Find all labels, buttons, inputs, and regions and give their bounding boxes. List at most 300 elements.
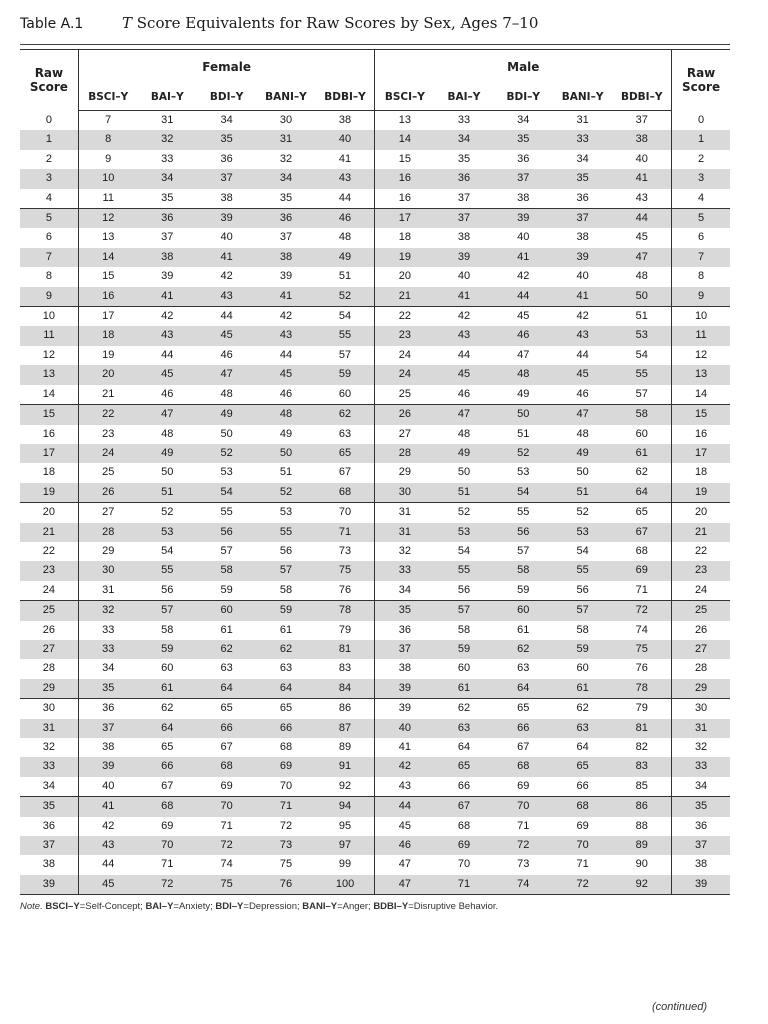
female-score-cell: 13	[102, 231, 115, 244]
female-group-header: Female	[202, 60, 251, 74]
male-score-cell: 39	[375, 699, 434, 719]
male-score-cell: 42	[457, 310, 471, 323]
male-score-cell: 46	[553, 385, 612, 405]
female-score-cell: 47	[138, 405, 197, 425]
female-score-cell: 59	[316, 365, 375, 384]
female-score-cell: 39	[78, 757, 137, 776]
female-score-cell: 35	[78, 679, 137, 699]
raw-score-cell: 39	[20, 875, 78, 895]
female-score-cell: 61	[220, 623, 233, 636]
male-score-cell: 44	[457, 348, 471, 361]
female-score-cell: 7	[105, 114, 112, 126]
note-abbreviation: BDI–Y	[215, 901, 244, 913]
female-score-cell: 23	[102, 427, 115, 440]
female-score-cell: 37	[197, 169, 256, 188]
female-score-cell: 40	[220, 231, 233, 244]
female-score-cell: 95	[338, 819, 352, 832]
male-score-cell: 31	[375, 503, 434, 523]
continued-label: (continued)	[652, 1001, 708, 1013]
female-score-cell: 26	[78, 483, 137, 503]
note-abbreviation: BAI–Y	[145, 901, 174, 913]
male-score-cell: 54	[494, 483, 553, 503]
table-row	[20, 267, 730, 286]
female-score-cell: 41	[197, 248, 256, 267]
male-score-cell: 16	[375, 169, 434, 188]
female-score-cell: 41	[78, 797, 137, 817]
male-score-cell: 36	[434, 169, 493, 188]
female-score-cell: 56	[197, 523, 256, 542]
table-row	[20, 699, 730, 719]
female-score-cell: 65	[161, 741, 174, 753]
male-score-cell: 38	[612, 130, 671, 149]
male-score-cell: 37	[434, 189, 493, 209]
female-score-cell: 66	[197, 719, 256, 738]
female-score-cell: 64	[138, 719, 197, 738]
table-row	[20, 189, 730, 209]
male-score-cell: 40	[457, 270, 471, 283]
raw-score-cell: 38	[672, 855, 730, 874]
female-score-cell: 91	[316, 757, 375, 776]
male-score-cell: 45	[375, 817, 434, 836]
raw-score-cell: 26	[20, 621, 78, 640]
male-score-cell: 53	[612, 326, 671, 345]
raw-score-cell: 8	[672, 267, 730, 286]
male-score-cell: 65	[517, 702, 530, 715]
female-score-cell: 19	[102, 348, 115, 361]
female-score-cell: 55	[256, 523, 315, 542]
raw-score-cell: 25	[20, 601, 78, 621]
raw-score-cell: 2	[672, 150, 730, 169]
table-row	[20, 817, 730, 836]
male-score-cell: 71	[517, 819, 530, 832]
female-score-cell: 44	[279, 348, 293, 361]
female-score-cell: 45	[197, 326, 256, 345]
male-score-cell: 61	[612, 444, 671, 463]
col-header-male-bani: BANI–Y	[553, 84, 612, 111]
raw-score-cell: 14	[20, 385, 78, 405]
male-score-cell: 88	[635, 819, 648, 832]
male-score-cell: 72	[494, 836, 553, 855]
female-score-cell: 68	[197, 757, 256, 776]
male-score-cell: 68	[457, 819, 471, 832]
table-row	[20, 307, 730, 327]
male-score-cell: 58	[612, 405, 671, 425]
male-score-cell: 37	[635, 114, 648, 126]
male-score-cell: 34	[576, 152, 589, 165]
raw-score-cell: 33	[672, 757, 730, 776]
female-score-cell: 89	[338, 741, 352, 753]
male-score-cell: 67	[434, 797, 493, 817]
male-score-cell: 56	[434, 581, 493, 601]
raw-score-cell: 0	[672, 111, 730, 131]
table-row	[20, 346, 730, 365]
male-score-cell: 37	[434, 209, 493, 229]
raw-score-cell: 10	[20, 307, 78, 327]
female-score-cell: 55	[316, 326, 375, 345]
col-header-male-bdbi: BDBI–Y	[612, 84, 671, 111]
male-score-cell: 71	[576, 858, 589, 871]
raw-score-cell: 38	[20, 855, 78, 874]
male-score-cell: 21	[375, 287, 434, 307]
female-score-cell: 71	[316, 523, 375, 542]
female-score-cell: 54	[197, 483, 256, 503]
male-score-cell: 47	[375, 855, 434, 874]
male-score-cell: 67	[612, 523, 671, 542]
male-score-cell: 17	[375, 209, 434, 229]
table-row	[20, 855, 730, 874]
female-score-cell: 33	[102, 623, 115, 636]
raw-score-cell: 5	[20, 209, 78, 229]
male-score-cell: 62	[635, 466, 648, 479]
female-score-cell: 51	[338, 270, 352, 283]
female-score-cell: 35	[197, 130, 256, 149]
female-score-cell: 67	[220, 741, 233, 753]
table-title	[122, 14, 538, 32]
male-score-cell: 60	[635, 427, 648, 440]
raw-score-cell: 21	[20, 523, 78, 542]
male-score-cell: 51	[434, 483, 493, 503]
raw-score-cell: 18	[20, 463, 78, 482]
raw-score-cell: 4	[20, 189, 78, 209]
male-score-cell: 47	[375, 875, 434, 895]
raw-score-cell: 9	[672, 287, 730, 307]
raw-score-cell: 27	[20, 640, 78, 659]
male-score-cell: 71	[612, 581, 671, 601]
male-score-cell: 74	[494, 875, 553, 895]
male-score-cell: 58	[576, 623, 589, 636]
female-score-cell: 69	[256, 757, 315, 776]
female-score-cell: 37	[78, 719, 137, 738]
male-score-cell: 49	[434, 444, 493, 463]
female-score-cell: 42	[161, 310, 174, 323]
female-score-cell: 43	[78, 836, 137, 855]
male-score-cell: 29	[375, 463, 434, 482]
female-score-cell: 30	[279, 114, 293, 126]
male-score-cell: 20	[375, 267, 434, 286]
male-score-cell: 53	[517, 466, 530, 479]
female-score-cell: 34	[102, 662, 115, 675]
male-score-cell: 39	[494, 209, 553, 229]
male-score-cell: 52	[494, 444, 553, 463]
female-score-cell: 31	[256, 130, 315, 149]
female-score-cell: 38	[138, 248, 197, 267]
note-definitions	[45, 901, 498, 912]
table-row	[20, 777, 730, 797]
female-score-cell: 31	[78, 581, 137, 601]
male-score-cell: 89	[612, 836, 671, 855]
male-score-cell: 68	[494, 757, 553, 776]
female-score-cell: 86	[338, 702, 352, 715]
male-score-cell: 72	[553, 875, 612, 895]
male-score-cell: 38	[494, 189, 553, 209]
table-row	[20, 248, 730, 267]
female-score-cell: 44	[102, 858, 115, 871]
male-score-cell: 28	[375, 444, 434, 463]
female-score-cell: 25	[102, 466, 115, 479]
female-score-cell: 46	[316, 209, 375, 229]
female-score-cell: 41	[138, 287, 197, 307]
female-score-cell: 73	[256, 836, 315, 855]
raw-score-header-right: Raw Score	[672, 50, 730, 111]
female-score-cell: 71	[256, 797, 315, 817]
table-row	[20, 659, 730, 678]
female-score-cell: 43	[197, 287, 256, 307]
female-score-cell: 45	[138, 365, 197, 384]
female-score-cell: 42	[220, 270, 233, 283]
male-score-cell: 68	[553, 797, 612, 817]
male-score-cell: 45	[517, 310, 530, 323]
male-score-cell: 41	[612, 169, 671, 188]
male-score-cell: 44	[494, 287, 553, 307]
male-score-cell: 61	[553, 679, 612, 699]
male-score-cell: 50	[576, 466, 589, 479]
female-score-cell: 14	[78, 248, 137, 267]
male-score-cell: 65	[635, 506, 648, 519]
col-header-female-bdi: BDI–Y	[197, 84, 256, 111]
female-score-cell: 21	[78, 385, 137, 405]
raw-score-cell: 7	[672, 248, 730, 267]
female-score-cell: 74	[220, 858, 233, 871]
male-score-cell: 66	[553, 777, 612, 797]
female-score-cell: 44	[220, 310, 233, 323]
raw-score-cell: 1	[20, 130, 78, 149]
raw-score-cell: 20	[672, 503, 730, 523]
male-score-cell: 49	[494, 385, 553, 405]
female-score-cell: 31	[161, 114, 174, 126]
raw-score-cell: 3	[20, 169, 78, 188]
table-caption	[20, 14, 730, 45]
female-score-cell: 37	[161, 231, 174, 244]
raw-score-cell: 34	[672, 777, 730, 797]
female-score-cell: 59	[138, 640, 197, 659]
table-row	[20, 503, 730, 523]
male-score-cell: 18	[375, 228, 434, 247]
male-score-cell: 64	[612, 483, 671, 503]
female-score-cell: 69	[161, 819, 174, 832]
female-score-cell: 38	[256, 248, 315, 267]
female-score-cell: 46	[256, 385, 315, 405]
female-score-cell: 40	[316, 130, 375, 149]
male-score-cell: 41	[375, 738, 434, 757]
female-score-cell: 55	[220, 506, 233, 519]
male-score-cell: 85	[612, 777, 671, 797]
table-row	[20, 287, 730, 307]
note-description: =Depression;	[243, 901, 303, 913]
male-score-cell: 51	[517, 427, 530, 440]
male-score-cell: 53	[434, 523, 493, 542]
male-score-cell: 73	[517, 858, 530, 871]
male-score-cell: 25	[375, 385, 434, 405]
female-score-cell: 33	[161, 152, 174, 165]
female-score-cell: 36	[220, 152, 233, 165]
raw-score-cell: 35	[20, 797, 78, 817]
male-score-cell: 42	[576, 310, 589, 323]
raw-score-cell: 25	[672, 601, 730, 621]
female-score-cell: 49	[197, 405, 256, 425]
male-score-cell: 48	[576, 427, 589, 440]
male-score-cell: 39	[553, 248, 612, 267]
female-score-cell: 87	[316, 719, 375, 738]
female-score-cell: 59	[197, 581, 256, 601]
raw-score-cell: 23	[672, 561, 730, 580]
female-score-cell: 33	[78, 640, 137, 659]
male-score-cell: 35	[375, 601, 434, 621]
male-score-cell: 56	[553, 581, 612, 601]
male-score-cell: 53	[553, 523, 612, 542]
male-score-cell: 16	[375, 189, 434, 209]
female-score-cell: 97	[316, 836, 375, 855]
male-score-cell: 43	[434, 326, 493, 345]
t-score-table	[20, 49, 730, 895]
female-score-cell: 53	[220, 466, 233, 479]
female-score-cell: 60	[316, 385, 375, 405]
female-score-cell: 54	[161, 544, 174, 557]
male-score-cell: 38	[375, 659, 434, 678]
raw-score-cell: 8	[20, 267, 78, 286]
raw-score-cell: 36	[20, 817, 78, 836]
raw-score-cell: 12	[672, 346, 730, 365]
female-score-cell: 42	[102, 819, 115, 832]
male-score-cell: 45	[635, 231, 648, 244]
female-score-cell: 48	[197, 385, 256, 405]
male-score-cell: 34	[375, 581, 434, 601]
male-score-cell: 33	[553, 130, 612, 149]
female-score-cell: 39	[279, 270, 293, 283]
table-row	[20, 601, 730, 621]
male-score-cell: 14	[375, 130, 434, 149]
male-score-cell: 39	[434, 248, 493, 267]
note-description: =Disruptive Behavior.	[408, 901, 499, 913]
table-row	[20, 561, 730, 580]
raw-score-cell: 26	[672, 621, 730, 640]
male-score-cell: 38	[457, 231, 471, 244]
female-score-cell: 68	[138, 797, 197, 817]
title-rest: Score Equivalents for Raw Scores by Sex, Ages 7–10	[132, 14, 539, 32]
raw-score-cell: 22	[672, 542, 730, 561]
male-score-cell: 30	[375, 483, 434, 503]
male-score-cell: 35	[553, 169, 612, 188]
female-score-cell: 35	[138, 189, 197, 209]
female-score-cell: 63	[279, 662, 293, 675]
female-score-cell: 46	[220, 348, 233, 361]
female-score-cell: 38	[338, 114, 352, 126]
raw-score-cell: 19	[20, 483, 78, 503]
male-score-cell: 70	[494, 797, 553, 817]
female-score-cell: 60	[197, 601, 256, 621]
male-score-cell: 31	[576, 114, 589, 126]
male-score-cell: 13	[375, 111, 434, 131]
female-score-cell: 37	[279, 231, 293, 244]
female-score-cell: 62	[316, 405, 375, 425]
female-score-cell: 48	[338, 231, 352, 244]
female-score-cell: 61	[279, 623, 293, 636]
raw-score-cell: 12	[20, 346, 78, 365]
table-row	[20, 581, 730, 601]
raw-score-cell: 28	[20, 659, 78, 678]
male-score-cell: 40	[635, 152, 648, 165]
male-score-cell: 44	[612, 209, 671, 229]
female-score-cell: 71	[161, 858, 174, 871]
male-score-cell: 41	[553, 287, 612, 307]
raw-score-cell: 15	[672, 405, 730, 425]
male-score-cell: 69	[612, 561, 671, 580]
female-score-cell: 45	[256, 365, 315, 384]
table-row	[20, 130, 730, 149]
female-score-cell: 51	[138, 483, 197, 503]
female-score-cell: 49	[279, 427, 293, 440]
female-score-cell: 44	[316, 189, 375, 209]
male-score-cell: 27	[375, 425, 434, 444]
male-score-cell: 64	[494, 679, 553, 699]
female-score-cell: 57	[256, 561, 315, 580]
female-score-cell: 18	[78, 326, 137, 345]
male-score-cell: 23	[375, 326, 434, 345]
table-page	[20, 14, 730, 912]
raw-score-cell: 24	[20, 581, 78, 601]
raw-score-cell: 14	[672, 385, 730, 405]
raw-score-cell: 13	[20, 365, 78, 384]
male-score-cell: 57	[517, 544, 530, 557]
raw-score-cell: 3	[672, 169, 730, 188]
male-score-cell: 58	[457, 623, 471, 636]
table-row	[20, 640, 730, 659]
male-score-cell: 65	[553, 757, 612, 776]
raw-score-cell: 10	[672, 307, 730, 327]
table-row	[20, 405, 730, 425]
female-score-cell: 10	[78, 169, 137, 188]
male-score-cell: 36	[375, 621, 434, 640]
raw-score-cell: 31	[672, 719, 730, 738]
raw-score-cell: 17	[20, 444, 78, 463]
male-score-cell: 31	[375, 523, 434, 542]
col-header-male-bai: BAI–Y	[434, 84, 493, 111]
male-score-cell: 58	[494, 561, 553, 580]
note-description: =Anxiety;	[173, 901, 216, 913]
raw-score-cell: 30	[672, 699, 730, 719]
note-description: =Anger;	[337, 901, 374, 913]
table-row	[20, 169, 730, 188]
raw-score-cell: 9	[20, 287, 78, 307]
female-score-cell: 92	[316, 777, 375, 797]
male-score-cell: 34	[434, 130, 493, 149]
female-score-cell: 72	[279, 819, 293, 832]
female-score-cell: 38	[197, 189, 256, 209]
male-score-cell: 55	[612, 365, 671, 384]
raw-score-cell: 4	[672, 189, 730, 209]
female-score-cell: 60	[161, 662, 174, 675]
female-score-cell: 17	[102, 310, 115, 323]
note-abbreviation: BSCI–Y	[45, 901, 80, 913]
female-score-cell: 70	[197, 797, 256, 817]
female-score-cell: 43	[256, 326, 315, 345]
col-header-male-bdi: BDI–Y	[494, 84, 553, 111]
table-row	[20, 365, 730, 384]
note-description: =Self-Concept;	[79, 901, 146, 913]
male-score-cell: 44	[375, 797, 434, 817]
female-score-cell: 41	[338, 152, 352, 165]
female-score-cell: 8	[78, 130, 137, 149]
male-score-cell: 79	[635, 702, 648, 715]
male-score-cell: 40	[517, 231, 530, 244]
male-score-cell: 45	[553, 365, 612, 384]
male-score-cell: 62	[494, 640, 553, 659]
male-score-cell: 43	[612, 189, 671, 209]
male-score-cell: 68	[635, 544, 648, 557]
female-score-cell: 84	[316, 679, 375, 699]
female-score-cell: 67	[138, 777, 197, 797]
female-score-cell: 53	[138, 523, 197, 542]
male-score-cell: 54	[635, 348, 648, 361]
